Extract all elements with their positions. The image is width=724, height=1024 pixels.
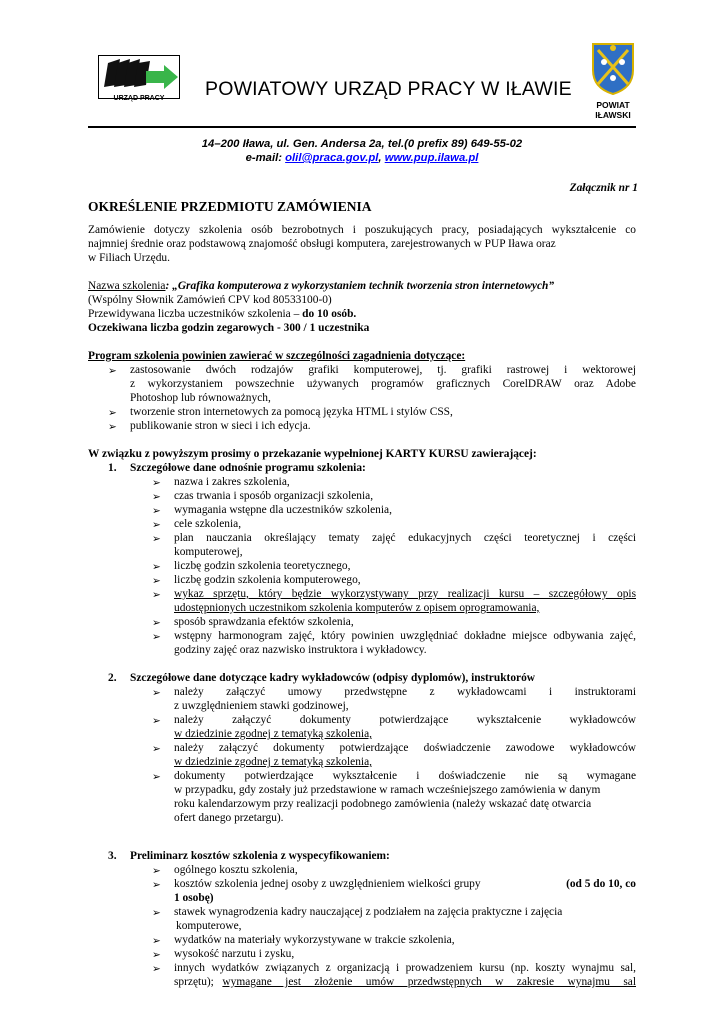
s2-item-4-line-2: w przypadku, gdy zostały już przedstawione w ramach wcześniejszego zamówienia w danym <box>174 784 601 796</box>
program-item-1-line-2: z wykorzystaniem powszechnie używanych programów graficznych CorelDRAW oraz Adobe <box>130 378 636 390</box>
bullet-arrow-icon: ➢ <box>108 407 117 419</box>
s3-item-6-line-1: innych wydatków związanych z organizacją i prowadzeniem kursu (np. koszty wynajmu sal, <box>174 962 636 974</box>
logo-caption: URZĄD PRACY <box>113 95 165 102</box>
annex-label: Załącznik nr 1 <box>569 182 638 194</box>
bullet-arrow-icon: ➢ <box>152 491 161 503</box>
s1-item-4: cele szkolenia, <box>174 518 242 530</box>
bullet-arrow-icon: ➢ <box>152 631 161 643</box>
participants-value: do 10 osób. <box>302 308 357 320</box>
s1-item-10-line-1: wstępny harmonogram zajęć, który powinien uwzględniać dokładne miejsce odbywania zajęć, <box>174 630 636 642</box>
s3-item-4: wydatków na materiały wykorzystywane w trakcie szkolenia, <box>174 934 455 946</box>
s2-item-1-line-2: z uwzględnieniem stawki godzinowej, <box>174 700 349 712</box>
bullet-arrow-icon: ➢ <box>152 589 161 601</box>
bullet-arrow-icon: ➢ <box>152 687 161 699</box>
bullet-arrow-icon: ➢ <box>152 879 161 891</box>
bullet-arrow-icon: ➢ <box>152 715 161 727</box>
bullet-arrow-icon: ➢ <box>152 949 161 961</box>
bullet-arrow-icon: ➢ <box>152 865 161 877</box>
s1-item-8-line-2: udostępnionych uczestnikom szkolenia komputerów z opisem oprogramowania, <box>174 602 540 614</box>
contact-line <box>88 151 636 165</box>
crest-caption-line-2: IŁAWSKI <box>595 110 631 120</box>
section-1-number: 1. <box>108 462 117 474</box>
s3-item-6-underlined: wymagane jest złożenie umów przedwstępnych w zakresie wynajmu sal <box>222 976 636 988</box>
s2-item-2-line-2: w dziedzinie zgodnej z tematyką szkolenia, <box>174 728 372 740</box>
section-3-number: 3. <box>108 850 117 862</box>
s2-item-3-line-1: należy załączyć dokumenty potwierdzające doświadczenie zawodowe wykładowców <box>174 742 636 754</box>
training-participants <box>88 307 356 321</box>
email-prefix: e-mail: <box>245 152 286 164</box>
section-2-number: 2. <box>108 672 117 684</box>
s3-item-3-line-2: komputerowe, <box>176 920 242 932</box>
website-link[interactable]: www.pup.ilawa.pl <box>384 152 479 164</box>
s1-item-10-line-2: godziny zajęć oraz nazwisko instruktora i wykładowcy. <box>174 644 427 656</box>
s3-item-2-text: kosztów szkolenia jednej osoby z uwzględnieniem wielkości grupy <box>174 878 481 890</box>
bullet-arrow-icon: ➢ <box>152 505 161 517</box>
s1-item-6: liczbę godzin szkolenia teoretycznego, <box>174 560 351 572</box>
bullet-arrow-icon: ➢ <box>152 561 161 573</box>
intro-line-3: w Filiach Urzędu. <box>88 252 170 264</box>
crest-caption-line-1: POWIAT <box>596 100 630 110</box>
s1-item-3: wymagania wstępne dla uczestników szkolenia, <box>174 504 392 516</box>
program-item-1-line-1: zastosowanie dwóch rodzajów grafiki komputerowej, tj. grafiki rastrowej i wektorowej <box>130 364 636 376</box>
document-heading: OKREŚLENIE PRZEDMIOTU ZAMÓWIENIA <box>88 199 372 214</box>
s3-item-5: wysokość narzutu i zysku, <box>174 948 295 960</box>
s3-item-2-line-1 <box>174 877 636 891</box>
crest-caption <box>582 100 644 120</box>
bullet-arrow-icon: ➢ <box>152 743 161 755</box>
intro-line-2: najmniej średnie oraz podstawową znajomość obsługi komputera, zarejestrowanych w PUP Iława oraz <box>88 238 556 250</box>
program-item-1-line-3: Photoshop lub równoważnych, <box>130 392 271 404</box>
s1-item-5-line-2: komputerowej, <box>174 546 243 558</box>
s2-item-2-line-1: należy załączyć dokumenty potwierdzające wykształcenie wykładowców <box>174 714 636 726</box>
email-link[interactable]: olil@praca.gov.pl <box>285 152 379 164</box>
section-2-title: Szczegółowe dane dotyczące kadry wykładowców (odpisy dyplomów), instruktorów <box>130 672 535 684</box>
bullet-arrow-icon: ➢ <box>152 519 161 531</box>
training-hours: Oczekiwana liczba godzin zegarowych - 300 / 1 uczestnika <box>88 322 370 334</box>
s2-item-4-line-4: ofert danego przetargu). <box>174 812 284 824</box>
bullet-arrow-icon: ➢ <box>108 365 117 377</box>
training-name-label: Nazwa szkolenia <box>88 280 166 292</box>
s2-item-4-line-3: roku kalendarzowym przy realizacji podobnego zamówienia (należy wskazać datę otwarcia <box>174 798 592 810</box>
s3-item-6-text: sprzętu); <box>174 976 223 988</box>
bullet-arrow-icon: ➢ <box>108 421 117 433</box>
intro-line-1: Zamówienie dotyczy szkolenia osób bezrobotnych i poszukujących pracy, posiadających wykształcenie co <box>88 224 636 236</box>
s1-item-1: nazwa i zakres szkolenia, <box>174 476 290 488</box>
bullet-arrow-icon: ➢ <box>152 907 161 919</box>
section-1-title: Szczegółowe dane odnośnie programu szkolenia: <box>130 462 366 474</box>
bullet-arrow-icon: ➢ <box>152 533 161 545</box>
program-item-2: tworzenie stron internetowych za pomocą języka HTML i stylów CSS, <box>130 406 453 418</box>
s3-item-6-line-2 <box>174 975 636 989</box>
s1-item-8-line-1: wykaz sprzętu, który będzie wykorzystywany przy realizacji kursu – szczegółowy opis <box>174 588 636 600</box>
training-name-value: : „Grafika komputerowa z wykorzystaniem technik tworzenia stron internetowych” <box>165 280 555 292</box>
training-name <box>88 279 554 293</box>
s3-item-2-line-2: 1 osobę) <box>174 892 214 904</box>
s1-item-7: liczbę godzin szkolenia komputerowego, <box>174 574 361 586</box>
s2-item-3-line-2: w dziedzinie zgodnej z tematyką szkolenia, <box>174 756 372 768</box>
contact-separator: , <box>378 152 385 164</box>
program-title: Program szkolenia powinien zawierać w szczególności zagadnienia dotyczące: <box>88 350 466 362</box>
participants-prefix: Przewidywana liczba uczestników szkolenia – <box>88 308 303 320</box>
powiat-crest-icon <box>590 40 636 96</box>
address-line: 14–200 Iława, ul. Gen. Andersa 2a, tel.(0 prefix 89) 649-55-02 <box>201 138 523 150</box>
s2-item-1-line-1: należy załączyć umowy przedwstępne z wykładowcami i instruktorami <box>174 686 636 698</box>
s2-item-4-line-1: dokumenty potwierdzające wykształcenie i doświadczenie nie są wymagane <box>174 770 636 782</box>
s1-item-2: czas trwania i sposób organizacji szkolenia, <box>174 490 374 502</box>
section-3-title: Preliminarz kosztów szkolenia z wyspecyfikowaniem: <box>130 850 390 862</box>
s1-item-9: sposób sprawdzania efektów szkolenia, <box>174 616 354 628</box>
bullet-arrow-icon: ➢ <box>152 935 161 947</box>
s3-item-1: ogólnego kosztu szkolenia, <box>174 864 298 876</box>
address-block <box>88 137 636 165</box>
program-item-3: publikowanie stron w sieci i ich edycja. <box>130 420 311 432</box>
bullet-arrow-icon: ➢ <box>152 477 161 489</box>
page-title: POWIATOWY URZĄD PRACY W IŁAWIE <box>205 78 572 100</box>
s1-item-5-line-1: plan nauczania określający tematy zajęć edukacyjnych części teoretycznej i części <box>174 532 636 544</box>
bullet-arrow-icon: ➢ <box>152 771 161 783</box>
training-cpv: (Wspólny Słownik Zamówień CPV kod 80533100-0) <box>88 294 332 306</box>
bullet-arrow-icon: ➢ <box>152 963 161 975</box>
bullet-arrow-icon: ➢ <box>152 617 161 629</box>
s3-item-2-bold: (od 5 do 10, co <box>566 878 636 890</box>
header-divider <box>88 126 636 128</box>
bullet-arrow-icon: ➢ <box>152 575 161 587</box>
request-title: W związku z powyższym prosimy o przekazanie wypełnionej KARTY KURSU zawierającej: <box>88 448 537 460</box>
s3-item-3-line-1: stawek wynagrodzenia kadry nauczającej z podziałem na zajęcia praktyczne i zajęcia <box>174 906 563 918</box>
